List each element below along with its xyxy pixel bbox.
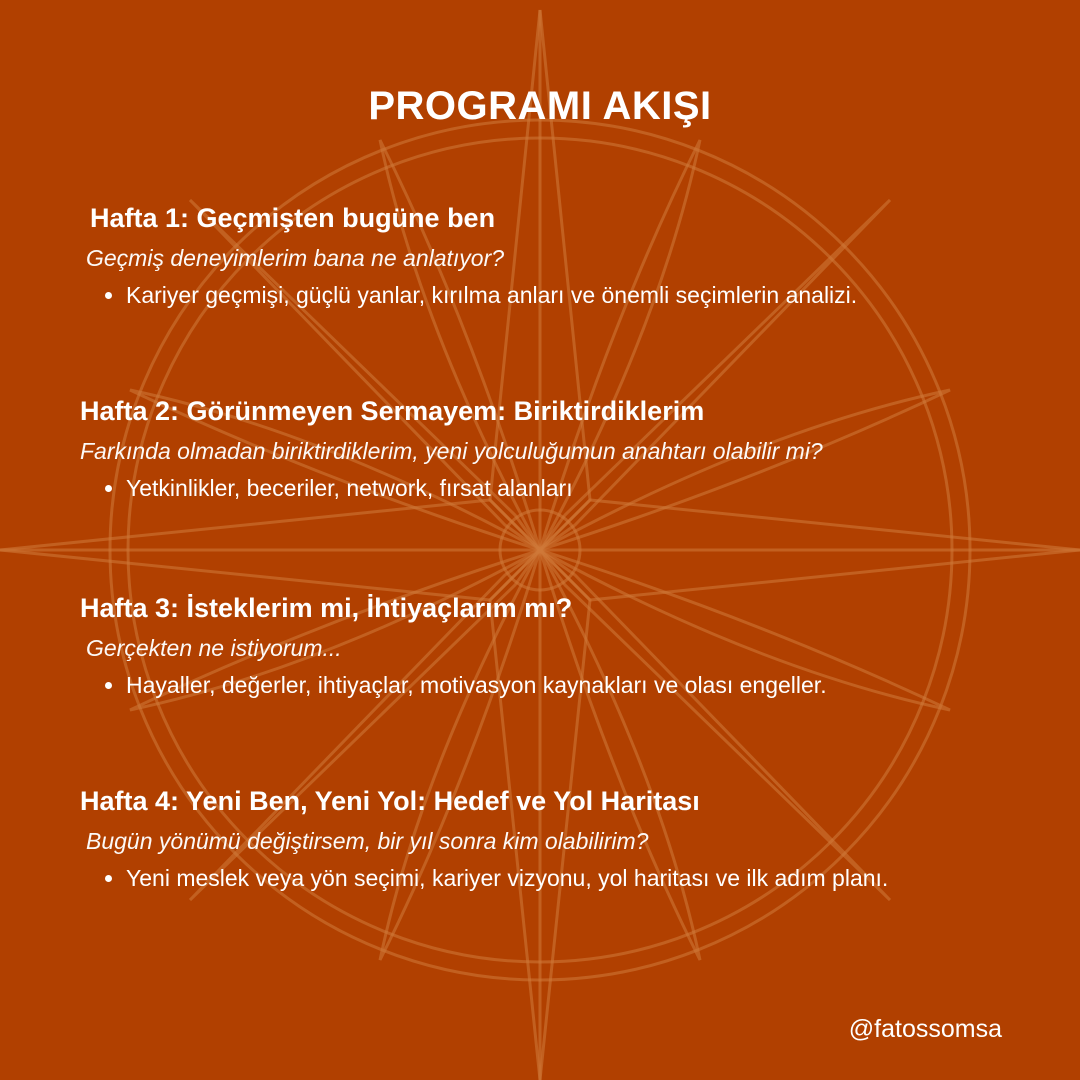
week-bullet-list <box>80 470 1000 507</box>
week-1-section <box>80 200 1000 314</box>
list-item: • Yetkinlikler, beceriler, network, fırsat alanları <box>126 470 1000 507</box>
week-bullet-list <box>80 277 1000 314</box>
page-title: PROGRAMI AKIŞI <box>368 84 712 128</box>
week-question: Geçmiş deneyimlerim bana ne anlatıyor? <box>86 245 505 271</box>
week-bullet-list <box>80 860 1000 897</box>
week-2-section <box>80 393 1000 507</box>
week-3-section <box>80 590 1000 704</box>
week-heading: Hafta 2: Görünmeyen Sermayem: Biriktirdiklerim <box>80 396 705 426</box>
week-question: Farkında olmadan biriktirdiklerim, yeni yolculuğumun anahtarı olabilir mi? <box>80 438 823 464</box>
social-handle: @fatossomsa <box>848 1015 1002 1043</box>
week-heading: Hafta 1: Geçmişten bugüne ben <box>90 203 496 233</box>
week-4-section <box>80 783 1000 897</box>
list-item: • Yeni meslek veya yön seçimi, kariyer vizyonu, yol haritası ve ilk adım planı. <box>126 860 1000 897</box>
week-question: Bugün yönümü değiştirsem, bir yıl sonra kim olabilirim? <box>86 828 649 854</box>
list-item: • Hayaller, değerler, ihtiyaçlar, motivasyon kaynakları ve olası engeller. <box>126 667 1000 704</box>
list-item: • Kariyer geçmişi, güçlü yanlar, kırılma anları ve önemli seçimlerin analizi. <box>126 277 1000 314</box>
week-question: Gerçekten ne istiyorum... <box>86 635 342 661</box>
week-heading: Hafta 4: Yeni Ben, Yeni Yol: Hedef ve Yol Haritası <box>80 786 700 816</box>
week-heading: Hafta 3: İsteklerim mi, İhtiyaçlarım mı? <box>80 593 573 623</box>
week-bullet-list <box>80 667 1000 704</box>
